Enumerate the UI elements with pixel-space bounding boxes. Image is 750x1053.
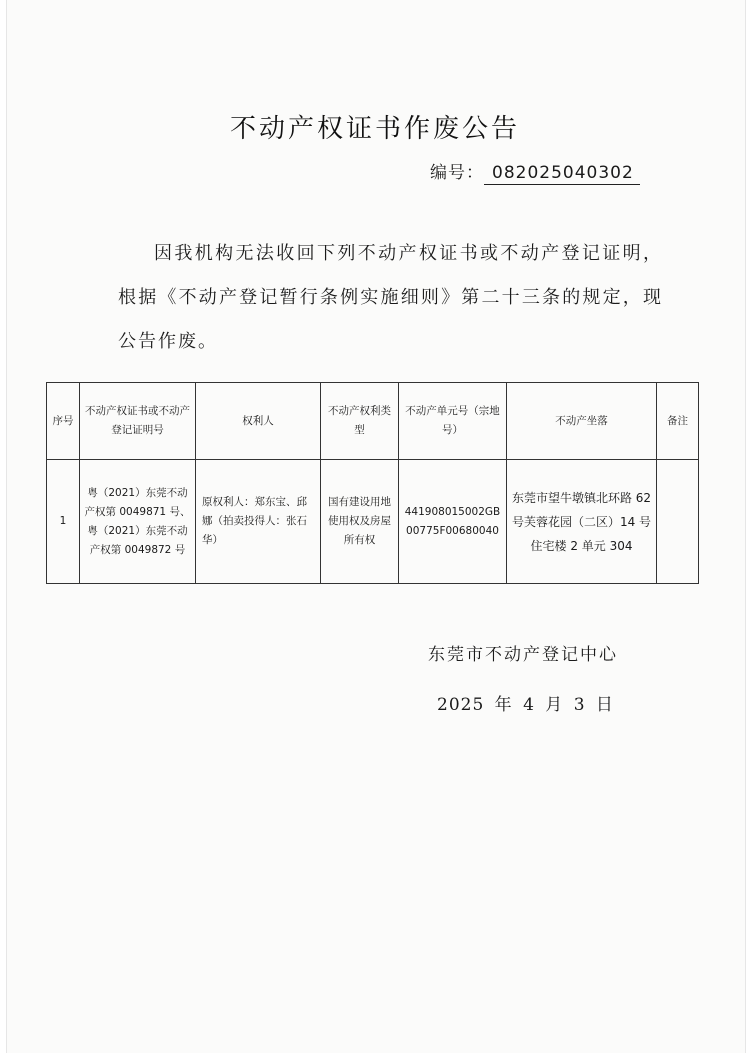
page-title: 不动产权证书作废公告	[229, 114, 520, 144]
cell-right-type: 国有建设用地使用权及房屋所有权	[321, 460, 399, 584]
table-header-row	[47, 383, 699, 460]
header-cert: 不动产权证书或不动产登记证明号	[80, 383, 196, 460]
certificate-table	[46, 382, 699, 584]
header-seq: 序号	[47, 383, 80, 460]
header-remark: 备注	[657, 383, 699, 460]
issuing-authority: 东莞市不动产登记中心	[428, 645, 618, 665]
cell-holder: 原权利人：郑东宝、邱娜（拍卖投得人：张石华）	[196, 460, 321, 584]
cell-cert: 粤（2021）东莞不动产权第 0049871 号、粤（2021）东莞不动产权第 0049872 号	[80, 460, 196, 584]
cell-location: 东莞市望牛墩镇北环路 62 号芙蓉花园（二区）14 号住宅楼 2 单元 304	[507, 460, 657, 584]
table-row	[47, 460, 699, 584]
notice-number-label: 编号：	[430, 163, 484, 183]
header-unit-no: 不动产单元号（宗地号）	[399, 383, 507, 460]
notice-body: 因我机构无法收回下列不动产权证书或不动产登记证明，根据《不动产登记暂行条例实施细则》第二十三条的规定，现公告作废。	[118, 243, 663, 352]
issue-date: 2025 年 4 月 3 日	[437, 695, 614, 715]
notice-number	[430, 158, 640, 185]
header-location: 不动产坐落	[507, 383, 657, 460]
header-holder: 权利人	[196, 383, 321, 460]
header-right-type: 不动产权利类型	[321, 383, 399, 460]
notice-number-value: 082025040302	[484, 163, 640, 185]
cell-seq: 1	[47, 460, 80, 584]
cell-remark	[657, 460, 699, 584]
cell-unit-no: 441908015002GB00775F00680040	[399, 460, 507, 584]
